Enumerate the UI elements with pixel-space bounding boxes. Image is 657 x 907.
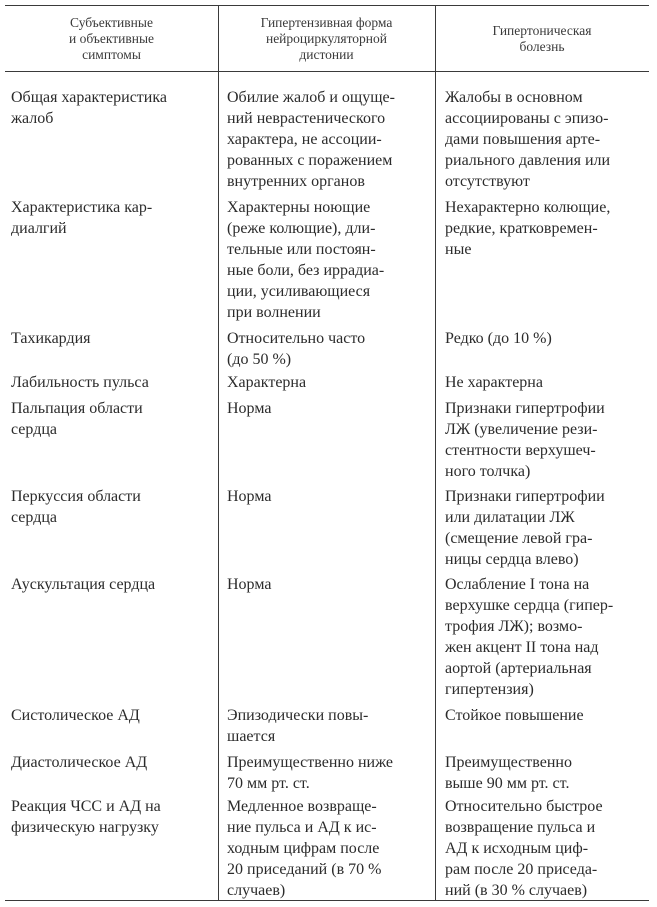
- row-hd: Преимущественно выше 90 мм рт. ст.: [445, 754, 572, 792]
- row-symptom: Систолическое АД: [11, 707, 140, 724]
- row-ncd: Норма: [227, 576, 272, 593]
- row-symptom: Лабильность пульса: [11, 374, 149, 391]
- row-symptom: Тахикардия: [11, 330, 91, 347]
- row-hd: Жалобы в основном ассоциированы с эпизо- дами повышения арте- риального давления или отсутствуют: [445, 89, 611, 190]
- column-divider: [218, 5, 219, 901]
- row-ncd: Характерна: [227, 374, 307, 391]
- row-hd: Не характерна: [445, 374, 543, 391]
- row-hd: Редко (до 10 %): [445, 330, 552, 347]
- row-ncd: Норма: [227, 400, 272, 417]
- row-hd: Признаки гипертрофии ЛЖ (увеличение рези- стентности верхушеч- ного толчка): [445, 400, 605, 480]
- row-symptom: Пальпация области сердца: [11, 400, 143, 438]
- row-ncd: Медленное возвраще- ние пульса и АД к ис- ходным цифрам после 20 приседаний (в 70 % случаев): [227, 798, 382, 899]
- row-hd: Признаки гипертрофии или дилатации ЛЖ (смещение левой гра- ницы сердца влево): [445, 488, 605, 568]
- row-ncd: Обилие жалоб и ощуще- ний неврастенического характера, не ассоции- рованных с поражением внутренних органов: [227, 89, 395, 190]
- row-ncd: Характерны ноющие (реже колющие), дли- тельные или постоян- ные боли, без иррадиа- ции, усиливающиеся при волнении: [227, 199, 385, 321]
- row-symptom: Диастолическое АД: [11, 754, 148, 771]
- row-ncd: Относительно часто (до 50 %): [227, 330, 366, 368]
- column-divider: [435, 5, 436, 901]
- row-symptom: Характеристика кар- диалгий: [11, 199, 153, 237]
- header-hd: Гипертоническая болезнь: [492, 23, 592, 54]
- row-ncd: Норма: [227, 488, 272, 505]
- row-ncd: Преимущественно ниже 70 мм рт. ст.: [227, 754, 394, 792]
- row-hd: Стойкое повышение: [445, 707, 584, 724]
- row-symptom: Аускультация сердца: [11, 576, 156, 593]
- row-hd: Относительно быстрое возвращение пульса и АД к исходным циф- рам после 20 приседа- ний (в 30 % случаев): [445, 798, 603, 899]
- row-ncd: Эпизодически повы- шается: [227, 707, 369, 745]
- row-hd: Нехарактерно колющие, редкие, кратковремен- ные: [445, 199, 611, 258]
- header-ncd: Гипертензивная форма нейроциркуляторной дистонии: [260, 15, 393, 62]
- row-hd: Ослабление I тона на верхушке сердца (гипер- трофия ЛЖ); возмо- жен акцент II тона над аортой (артериальная гипертензия): [445, 576, 614, 698]
- comparison-table: [5, 5, 649, 901]
- row-symptom: Общая характеристика жалоб: [11, 89, 167, 127]
- header-symptoms: Субъективные и объективные симптомы: [68, 15, 155, 62]
- row-symptom: Реакция ЧСС и АД на физическую нагрузку: [11, 798, 161, 836]
- header-divider: [5, 71, 649, 72]
- row-symptom: Перкуссия области сердца: [11, 488, 141, 526]
